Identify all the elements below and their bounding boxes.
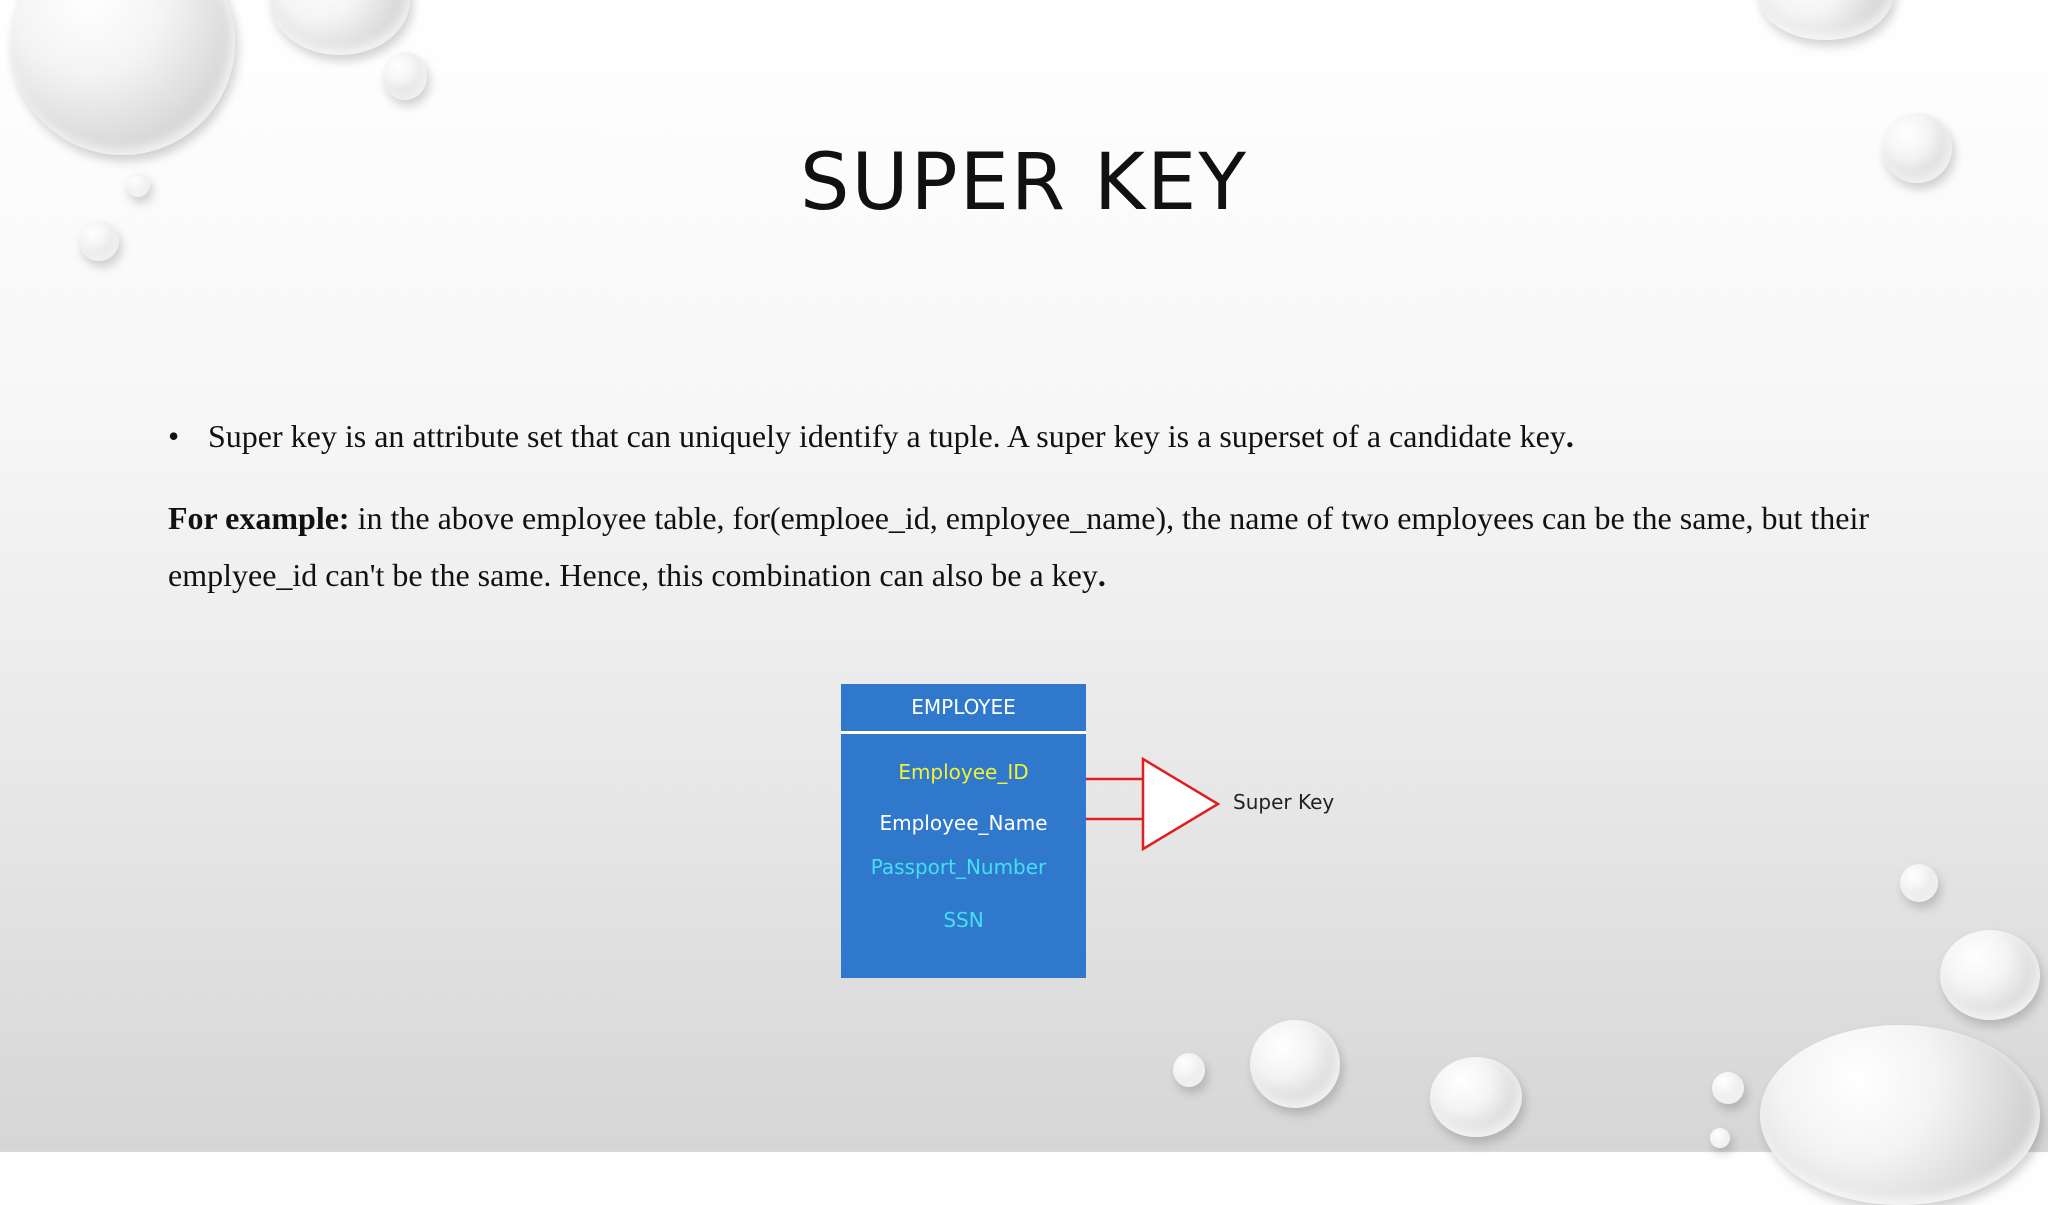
arrow-triangle (1143, 759, 1218, 849)
field-employee-id: Employee_ID (898, 760, 1029, 784)
example-text: in the above employee table, for(emploee_id, employee_name), the name of two employees can be the same, but their emplyee_id can't be the same. Hence, this combination can also be a key (168, 500, 1870, 593)
bullet-marker: • (168, 418, 180, 454)
example-label: For example: (168, 500, 350, 536)
field-employee-name: Employee_Name (879, 811, 1048, 835)
field-ssn: SSN (943, 908, 984, 932)
bullet-text: Super key is an attribute set that can uniquely identify a tuple. A super key is a superset of a candidate key (208, 418, 1566, 454)
example-end: . (1097, 557, 1106, 593)
field-passport-number: Passport_Number (870, 855, 1047, 879)
super-key-label: Super Key (1233, 790, 1335, 814)
employee-table-title: EMPLOYEE (841, 684, 1086, 734)
bullet-end: . (1565, 418, 1574, 454)
slide-title: SUPER KEY (800, 138, 1248, 228)
